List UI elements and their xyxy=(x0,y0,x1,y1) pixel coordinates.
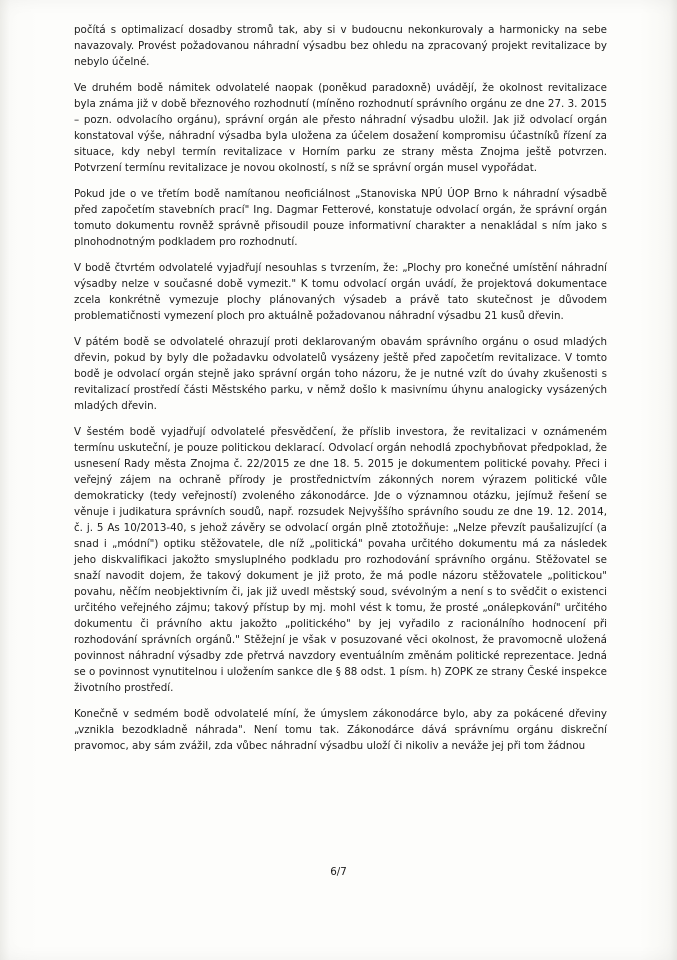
document-body xyxy=(74,22,607,764)
paragraph-3: Pokud jde o ve třetím bodě namítanou neoficiálnost „Stanoviska NPÚ ÚOP Brno k náhradní výsadbě před započetím stavebních prací" Ing. Dagmar Fetterové, konstatuje odvolací orgán, že správní orgán tomuto dokumentu rovněž správně přisoudil pouze informativní charakter a nenakládal s ním jako s plnohodnotným podkladem pro rozhodnutí. xyxy=(74,188,607,248)
page-number: 6/7 xyxy=(330,866,347,878)
paragraph-1: počítá s optimalizací dosadby stromů tak, aby si v budoucnu nekonkurovaly a harmonicky na sebe navazovaly. Provést požadovanou náhradní výsadbu bez ohledu na zpracovaný projekt revitalizace by nebylo účelné. xyxy=(74,24,607,68)
paragraph-6: V šestém bodě vyjadřují odvolatelé přesvědčení, že příslib investora, že revitalizaci v oznámeném termínu uskuteční, je pouze politickou deklarací. Odvolací orgán nehodlá zpochybňovat předpoklad, že usnesení Rady města Znojma č. 22/2015 ze dne 18. 5. 2015 je dokumentem politické povahy. Přeci i veřejný zájem na ochraně přírody je prostřednictvím zákonných norem výrazem politické vůle demokraticky (tedy veřejností) zvoleného zákonodárce. Jde o významnou otázku, jejímuž řešení se věnuje i judikatura správních soudů, např. rozsudek Nejvyššího správního soudu ze dne 19. 12. 2014, č. j. 5 As 10/2013-40, s jehož závěry se odvolací orgán plně ztotožňuje: „Nelze převzít paušalizující (a snad i „módní") optiku stěžovatele, dle níž „politická" povaha určitého dokumentu má za následek jeho diskvalifikaci jakožto smysluplného podkladu pro rozhodování správního orgánu. Stěžovatel se snaží navodit dojem, že takový dokument je již proto, že má podle názoru stěžovatele „politickou" povahu, něčím neobjektivním či, jak již uvedl městský soud, svévolným a není s to svědčit o existenci určitého veřejného zájmu; takový přístup by mj. mohl vést k tomu, že prosté „onálepkování" určitého dokumentu či právního aktu jakožto „politického" by jej vyřadilo z racionálního hodnocení při rozhodování správních orgánů." Stěžejní je však v posuzované věci okolnost, že pravomocně uložená povinnost náhradní výsadby zde přetrvá navzdory eventuálním změnám politické reprezentace. Jedná se o povinnost vynutitelnou i uložením sankce dle § 88 odst. 1 písm. h) ZOPK ze strany České inspekce životního prostředí. xyxy=(74,426,607,694)
paragraph-7: Konečně v sedmém bodě odvolatelé míní, že úmyslem zákonodárce bylo, aby za pokácené dřeviny „vznikla bezodkladně náhrada". Není tomu tak. Zákonodárce dává správnímu orgánu diskreční pravomoc, aby sám zvážil, zda vůbec náhradní výsadbu uloží či nikoliv a neváže jej při tom žádnou xyxy=(74,708,607,752)
paragraph-2: Ve druhém bodě námitek odvolatelé naopak (poněkud paradoxně) uvádějí, že okolnost revitalizace byla známa již v době březnového rozhodnutí (míněno rozhodnutí správního orgánu ze dne 27. 3. 2015 – pozn. odvolacího orgánu), správní orgán ale přesto náhradní výsadbu uložil. Jak již odvolací orgán konstatoval výše, náhradní výsadba byla uložena za účelem dosažení kompromisu účastníků řízení za situace, kdy nebyl termín revitalizace v Horním parku ze strany města Znojma ještě potvrzen. Potvrzení termínu revitalizace je novou okolností, s níž se správní orgán musel vypořádat. xyxy=(74,82,607,174)
paragraph-5: V pátém bodě se odvolatelé ohrazují proti deklarovaným obavám správního orgánu o osud mladých dřevin, pokud by byly dle požadavku odvolatelů vysázeny ještě před započetím revitalizace. V tomto bodě je odvolací orgán stejně jako správní orgán toho názoru, že je nutné vzít do úvahy zkušenosti s revitalizací prostředí části Městského parku, v němž došlo k masivnímu úhynu analogicky vysázených mladých dřevin. xyxy=(74,336,607,412)
paragraph-4: V bodě čtvrtém odvolatelé vyjadřují nesouhlas s tvrzením, že: „Plochy pro konečné umístění náhradní výsadby nelze v současné době vymezit." K tomu odvolací orgán uvádí, že projektová dokumentace zcela konkrétně vymezuje plochy plánovaných výsadeb a právě tato skutečnost je důvodem problematičnosti vymezení ploch pro aktuálně požadovanou náhradní výsadbu 21 kusů dřevin. xyxy=(74,262,607,322)
